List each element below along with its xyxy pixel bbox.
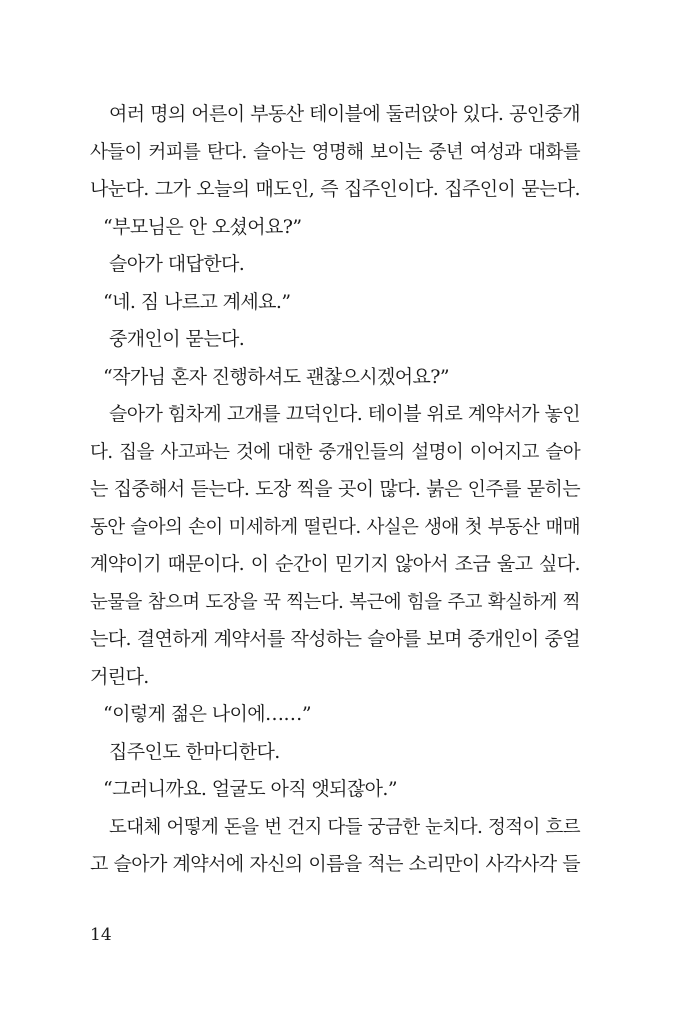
text-line: 는다. 결연하게 계약서를 작성하는 슬아를 보며 중개인이 중얼	[90, 628, 580, 650]
page-number: 14	[90, 925, 112, 945]
dialogue-line: “부모님은 안 오셨어요?”	[103, 215, 302, 238]
text-line: 여러 명의 어른이 부동산 테이블에 둘러앉아 있다. 공인중개	[109, 103, 580, 125]
dialogue-line: “작가님 혼자 진행하셔도 괜찮으시겠어요?”	[103, 365, 449, 388]
text-line: 거린다.	[90, 665, 149, 688]
text-line: 다. 집을 사고파는 것에 대한 중개인들의 설명이 이어지고 슬아	[90, 441, 580, 463]
text-line: 슬아가 대답한다.	[109, 253, 245, 275]
text-line: 중개인이 묻는다.	[109, 328, 245, 350]
text-line: 고 슬아가 계약서에 자신의 이름을 적는 소리만이 사각사각 들	[90, 853, 580, 875]
text-line: 눈물을 참으며 도장을 꾹 찍는다. 복근에 힘을 주고 확실하게 찍	[90, 591, 580, 613]
text-line: 집주인도 한마디한다.	[109, 740, 280, 763]
text-line: 는 집중해서 듣는다. 도장 찍을 곳이 많다. 붉은 인주를 묻히는	[90, 478, 580, 500]
text-line: 사들이 커피를 탄다. 슬아는 영명해 보이는 중년 여성과 대화를	[90, 141, 580, 163]
dialogue-line: “그러니까요. 얼굴도 아직 앳되잖아.”	[103, 778, 397, 800]
text-line: 계약이기 때문이다. 이 순간이 믿기지 않아서 조금 울고 싶다.	[90, 553, 580, 575]
body-text	[90, 96, 580, 884]
dialogue-line: “네. 짐 나르고 계세요.”	[103, 290, 291, 313]
dialogue-line: “이렇게 젊은 나이에……”	[103, 703, 311, 725]
text-line: 슬아가 힘차게 고개를 끄덕인다. 테이블 위로 계약서가 놓인	[109, 403, 580, 425]
text-line: 동안 슬아의 손이 미세하게 떨린다. 사실은 생애 첫 부동산 매매	[90, 516, 580, 538]
text-line: 나눈다. 그가 오늘의 매도인, 즉 집주인이다. 집주인이 묻는다.	[90, 178, 580, 200]
text-line: 도대체 어떻게 돈을 번 건지 다들 궁금한 눈치다. 정적이 흐르	[109, 816, 580, 838]
